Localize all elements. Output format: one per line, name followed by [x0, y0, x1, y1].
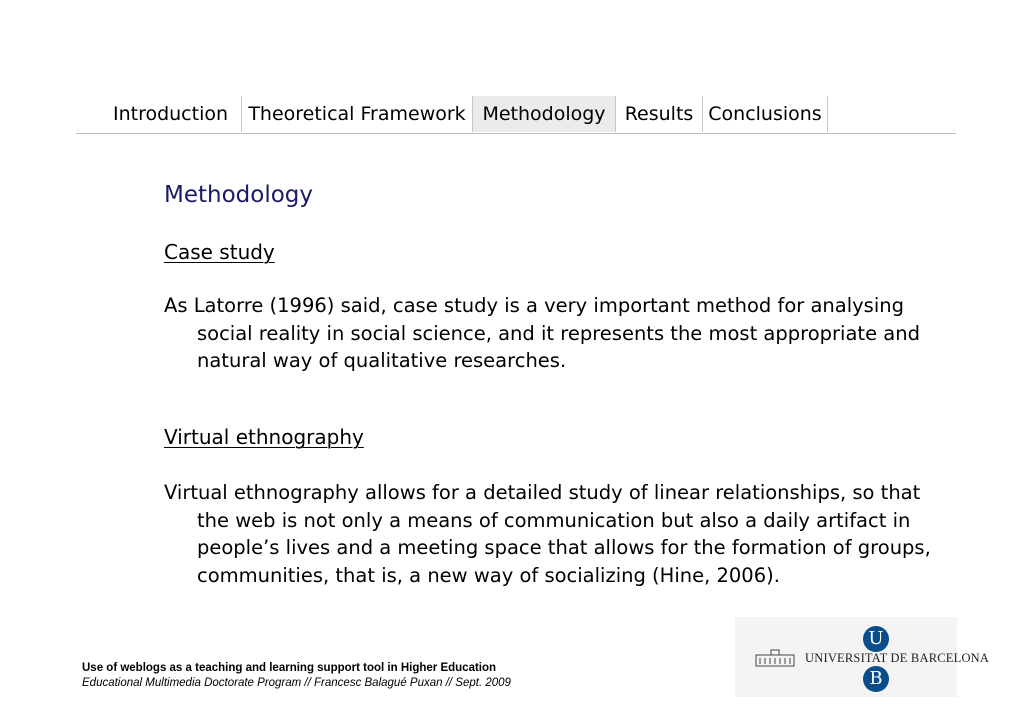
seal-b-icon: B: [863, 666, 889, 692]
tab-introduction[interactable]: Introduction: [100, 96, 242, 132]
tab-results[interactable]: Results: [616, 96, 703, 132]
virtual-ethnography-heading: Virtual ethnography: [164, 425, 364, 449]
section-navigation: [100, 96, 828, 132]
tab-theoretical-framework[interactable]: Theoretical Framework: [242, 96, 473, 132]
tab-conclusions[interactable]: Conclusions: [703, 96, 828, 132]
nav-divider: [76, 133, 956, 134]
slide-title: Methodology: [164, 182, 314, 208]
seal-u-icon: U: [863, 626, 889, 652]
footer-title: Use of weblogs as a teaching and learning support tool in Higher Education: [82, 662, 497, 674]
university-name: UNIVERSITAT DE BARCELONA: [805, 651, 990, 665]
virtual-ethnography-paragraph: Virtual ethnography allows for a detailed study of linear relationships, so that the web is not only a means of communication but also a daily artifact in people’s lives and a meeting space that allows for the formation of groups, communities, that is, a new way of socializing (Hine, 2006).: [164, 481, 931, 587]
footer: [82, 662, 511, 689]
university-logo: [735, 617, 990, 697]
tab-methodology[interactable]: Methodology: [473, 96, 616, 132]
building-icon: [755, 649, 795, 667]
case-study-heading: Case study: [164, 240, 275, 264]
footer-credits: Educational Multimedia Doctorate Program // Francesc Balagué Puxan // Sept. 2009: [82, 677, 511, 689]
case-study-paragraph: As Latorre (1996) said, case study is a very important method for analysing social reality in social science, and it represents the most appropriate and natural way of qualitative researches.: [164, 294, 920, 372]
